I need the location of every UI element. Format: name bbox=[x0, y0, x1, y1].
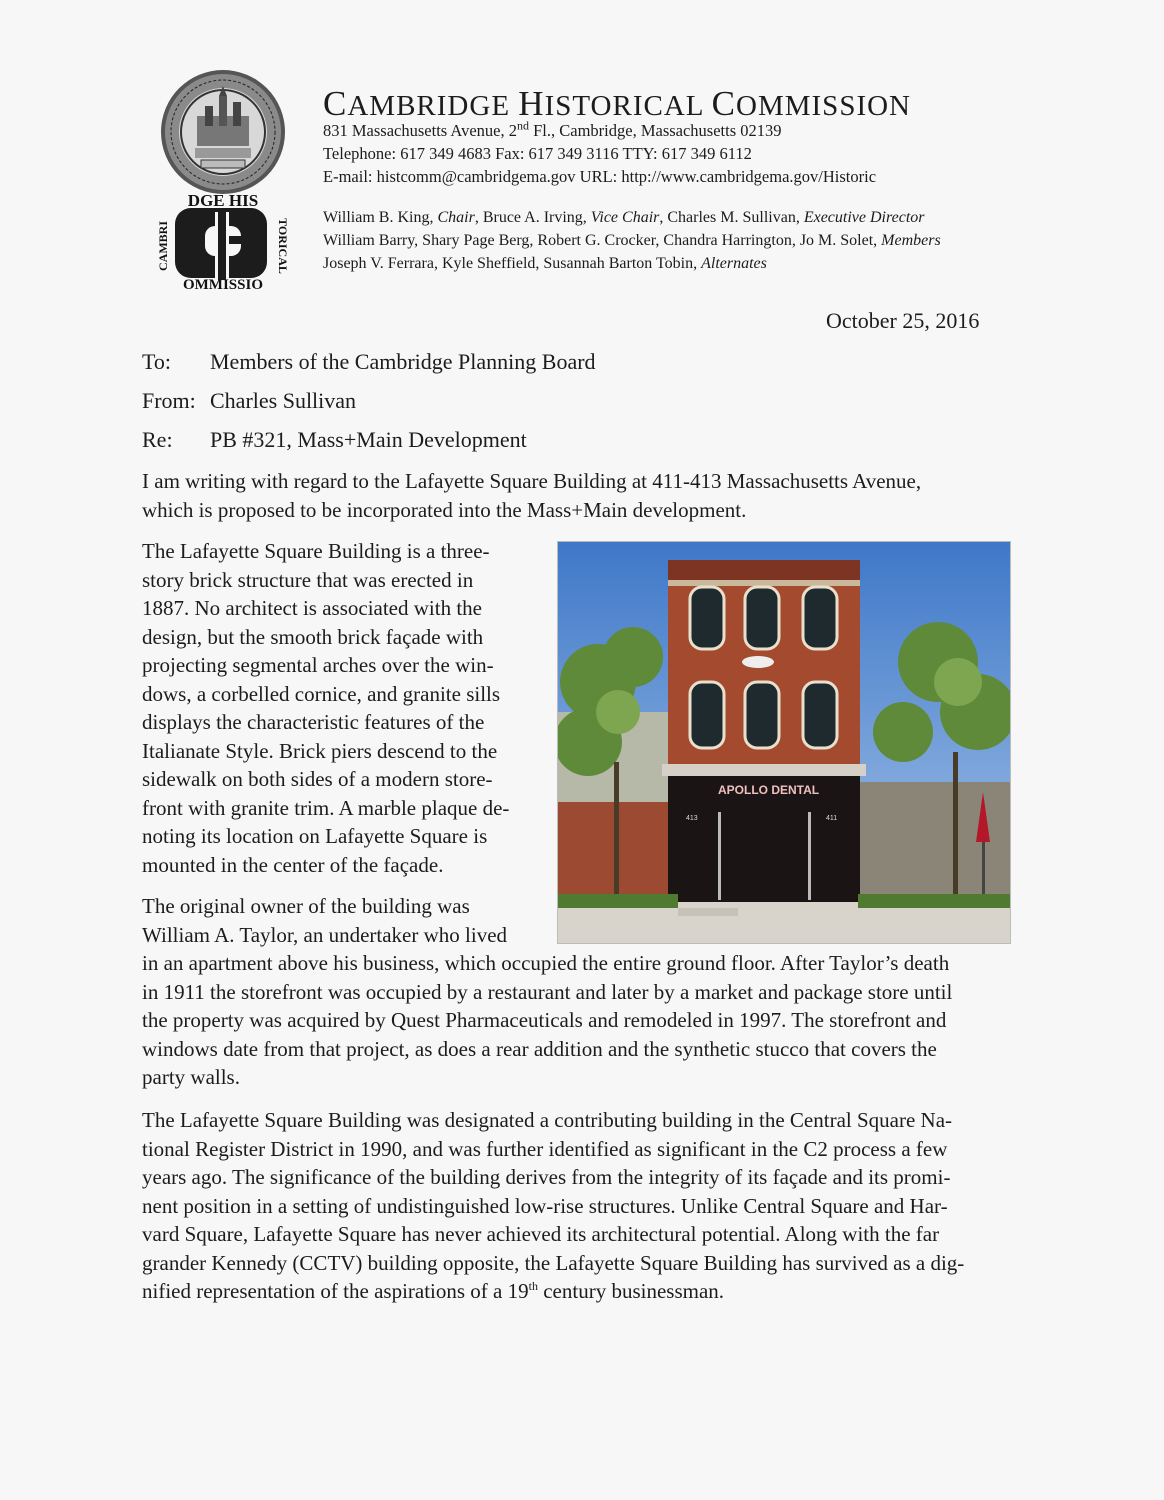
member-names: William B. King, bbox=[323, 209, 438, 226]
text-line: story brick structure that was erected in bbox=[142, 567, 474, 592]
to-label: To: bbox=[142, 349, 172, 374]
text-line: The Lafayette Square Building was designated a contributing building in the Central Square Na- bbox=[142, 1108, 953, 1132]
text-line: front with granite trim. A marble plaque de- bbox=[142, 795, 510, 820]
member-role: Chair bbox=[437, 209, 475, 226]
text-line: mounted in the center of the façade. bbox=[142, 852, 444, 877]
description-paragraph bbox=[142, 537, 509, 879]
text-line: the property was acquired by Quest Pharmaceuticals and remodeled in 1997. The storefront and bbox=[142, 1008, 947, 1032]
city-seal bbox=[157, 66, 289, 198]
text-line: nent position in a setting of undistinguished low-rise structures. Unlike Central Square and Har- bbox=[142, 1193, 948, 1218]
text-line: sidewalk on both sides of a modern store- bbox=[142, 767, 493, 791]
organization-name: CAMBRIDGE HISTORICAL COMMISSION bbox=[323, 84, 911, 123]
phone-line: Telephone: 617 349 4683 Fax: 617 349 3116 TTY: 617 349 6112 bbox=[323, 144, 752, 163]
text-line: design, but the smooth brick façade with bbox=[142, 624, 484, 649]
photo-number-left: 413 bbox=[686, 815, 698, 822]
text-line: dows, a corbelled cornice, and granite sills bbox=[142, 681, 501, 706]
re-value: PB #321, Mass+Main Development bbox=[210, 427, 527, 452]
member-role: Vice Chair bbox=[590, 209, 660, 226]
building-photo bbox=[557, 541, 1011, 944]
member-names: , Bruce A. Irving, bbox=[474, 209, 591, 226]
seal-right-text: TORICAL bbox=[276, 218, 289, 274]
photo-sign-text: APOLLO DENTAL bbox=[718, 783, 820, 797]
intro-paragraph bbox=[142, 467, 921, 524]
seal-bottom-text: OMMISSIO bbox=[182, 277, 264, 290]
address-line: 831 Massachusetts Avenue, 2nd Fl., Cambridge, Massachusetts 02139 bbox=[323, 118, 782, 140]
letter-date: October 25, 2016 bbox=[826, 308, 980, 333]
text-line: grander Kennedy (CCTV) building opposite, the Lafayette Square Building has survived as a dig- bbox=[142, 1250, 965, 1275]
text-line: windows date from that project, as does a rear addition and the synthetic stucco that covers the bbox=[142, 1036, 937, 1061]
re-label: Re: bbox=[142, 427, 173, 452]
text-line: 1887. No architect is associated with the bbox=[142, 596, 482, 620]
email-line: E-mail: histcomm@cambridgema.gov URL: http://www.cambridgema.gov/Historic bbox=[323, 167, 877, 186]
text-line: William A. Taylor, an undertaker who lived bbox=[142, 922, 508, 947]
text-line: Italianate Style. Brick piers descend to the bbox=[142, 738, 498, 763]
text-line: which is proposed to be incorporated into the Mass+Main development. bbox=[142, 497, 747, 522]
to-value: Members of the Cambridge Planning Board bbox=[210, 349, 596, 374]
text-line: projecting segmental arches over the win- bbox=[142, 653, 494, 677]
members-line-1 bbox=[323, 209, 925, 227]
from-value: Charles Sullivan bbox=[210, 388, 357, 413]
history-paragraph bbox=[142, 892, 952, 1092]
text-line: I am writing with regard to the Lafayette Square Building at 411-413 Massachusetts Avenue, bbox=[142, 469, 922, 493]
text-line: in an apartment above his business, which occupied the entire ground floor. After Taylor’s death bbox=[142, 951, 950, 975]
text-line: years ago. The significance of the building derives from the integrity of its façade and its promi- bbox=[142, 1165, 951, 1189]
significance-paragraph bbox=[142, 1106, 964, 1306]
text-line: The original owner of the building was bbox=[142, 894, 470, 918]
text-line: party walls. bbox=[142, 1065, 240, 1089]
seal-top-text: DGE HIS bbox=[187, 191, 259, 210]
member-names: Joseph V. Ferrara, Kyle Sheffield, Susannah Barton Tobin, bbox=[323, 255, 702, 272]
photo-number-right: 411 bbox=[826, 815, 838, 822]
text-line: vard Square, Lafayette Square has never achieved its architectural potential. Along with the far bbox=[142, 1222, 940, 1246]
commission-seal bbox=[157, 190, 289, 290]
text-line: noting its location on Lafayette Square is bbox=[142, 824, 488, 848]
member-names: William Barry, Shary Page Berg, Robert G. Crocker, Chandra Harrington, Jo M. Solet, bbox=[323, 232, 882, 249]
member-role: Members bbox=[881, 232, 941, 249]
members-line-2 bbox=[323, 232, 941, 250]
member-names: , Charles M. Sullivan, bbox=[659, 209, 804, 226]
text-line: The Lafayette Square Building is a three- bbox=[142, 539, 490, 563]
text-line: tional Register District in 1990, and was further identified as significant in the C2 process a few bbox=[142, 1136, 948, 1161]
seal-left-text: CAMBRI bbox=[157, 221, 170, 271]
member-role: Executive Director bbox=[803, 209, 925, 226]
text-line: in 1911 the storefront was occupied by a restaurant and later by a market and package store until bbox=[142, 979, 953, 1004]
text-line: displays the characteristic features of the bbox=[142, 710, 485, 734]
text-line: nified representation of the aspirations of a 19th century businessman. bbox=[142, 1279, 725, 1303]
from-label: From: bbox=[142, 388, 196, 413]
member-role: Alternates bbox=[701, 255, 767, 272]
members-line-3 bbox=[323, 255, 767, 273]
